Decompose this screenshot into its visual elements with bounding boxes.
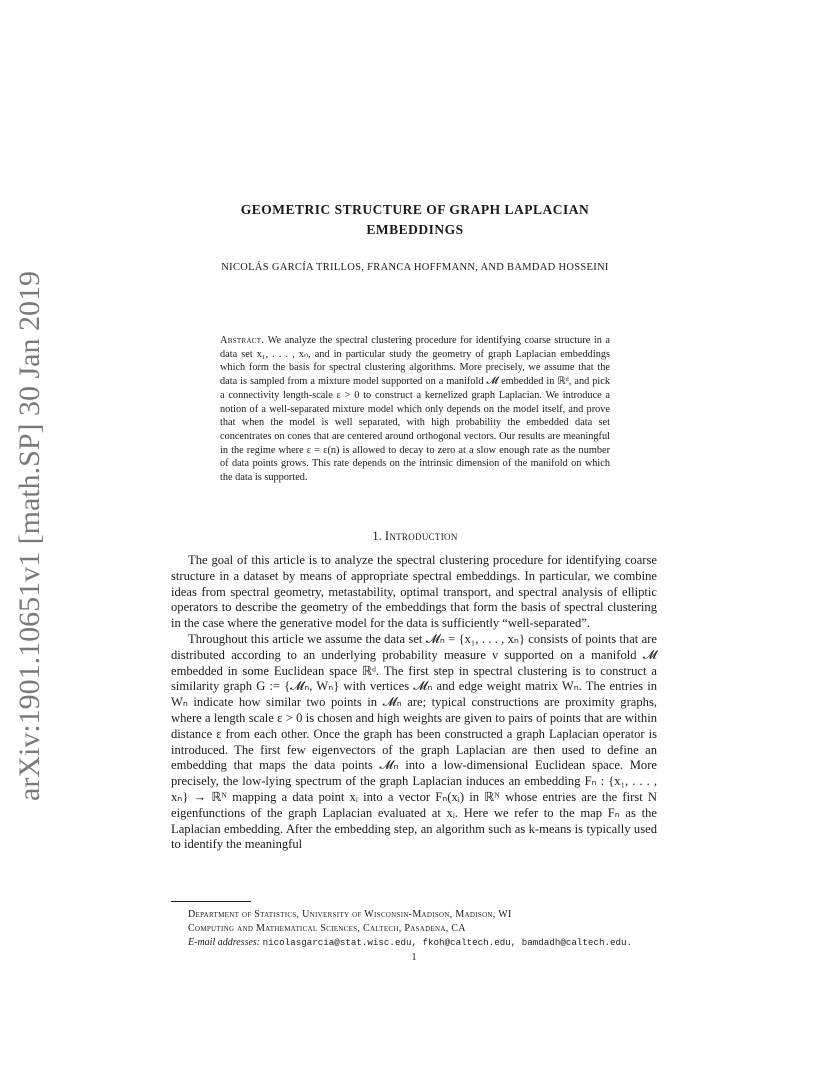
- section-number: 1.: [372, 529, 382, 543]
- affiliation-1: Department of Statistics, University of Wisconsin-Madison, Madison, WI: [188, 909, 512, 920]
- body-text: [171, 553, 657, 853]
- abstract-text: We analyze the spectral clustering procedure for identifying coarse structure in a data set x₁, . . . , xₙ, and in particular study the geometry of graph Laplacian embeddings which form the basis for spectral clustering algorithms. More precisely, we assume that the data is sampled from a mixture model supported on a manifold 𝓜 embedded in ℝᵈ, and pick a connectivity length-scale ε > 0 to construct a kernelized graph Laplacian. We introduce a notion of a well-separated mixture model which only depends on the model itself, and prove that when the model is well separated, with high probability the embedded data set concentrates on cones that are centered around orthogonal vectors. Our results are meaningful in the regime where ε = ε(n) is allowed to decay to zero at a slow enough rate as the number of data points grows. This rate depends on the intrinsic dimension of the manifold on which the data is supported.: [220, 335, 610, 484]
- footnotes: [188, 908, 688, 950]
- affiliation-2: Computing and Mathematical Sciences, Caltech, Pasadena, CA: [188, 923, 466, 934]
- email-line: [188, 936, 688, 950]
- title-line-2: EMBEDDINGS: [366, 222, 464, 237]
- title-line-1: GEOMETRIC STRUCTURE OF GRAPH LAPLACIAN: [240, 202, 590, 217]
- arxiv-identifier: arXiv:1901.10651v1 [math.SP] 30 Jan 2019: [13, 271, 46, 801]
- abstract: [220, 334, 610, 485]
- email-addresses: nicolasgarcia@stat.wisc.edu, fkoh@caltech.edu, bamdadh@caltech.edu.: [262, 937, 633, 948]
- page-number: 1: [411, 952, 417, 963]
- abstract-label: Abstract.: [220, 335, 265, 346]
- paragraph-1: The goal of this article is to analyze the spectral clustering procedure for identifying coarse structure in a dataset by means of appropriate spectral embeddings. In particular, we combine ideas from spectral geometry, metastability, optimal transport, and spectral analysis of elliptic operators to describe the geometry of the embeddings that form the basis of spectral clustering in the case where the generative model for the data is sufficiently “well-separated”.: [171, 553, 657, 631]
- paragraph-2: Throughout this article we assume the data set 𝓜ₙ = {x₁, . . . , xₙ} consists of points that are distributed according to an underlying probability measure ν supported on a manifold 𝓜 embedded in some Euclidean space ℝᵈ. The first step in spectral clustering is to construct a similarity graph G := {𝓜ₙ, Wₙ} with vertices 𝓜ₙ and edge weight matrix Wₙ. The entries in Wₙ indicate how similar two points in 𝓜ₙ are; typical constructions are proximity graphs, where a length scale ε > 0 is chosen and high weights are given to pairs of points that are within distance ε from each other. Once the graph has been constructed a graph Laplacian operator is introduced. The first few eigenvectors of the graph Laplacian are then used to define an embedding that maps the data points 𝓜ₙ into a low-dimensional Euclidean space. More precisely, the low-lying spectrum of the graph Laplacian induces an embedding Fₙ : {x₁, . . . , xₙ} → ℝᴺ mapping a data point xᵢ into a vector Fₙ(xᵢ) in ℝᴺ whose entries are the first N eigenfunctions of the graph Laplacian evaluated at xᵢ. Here we refer to the map Fₙ as the Laplacian embedding. After the embedding step, an algorithm such as k-means is typically used to identify the meaningful: [171, 631, 657, 852]
- author-list: NICOLÁS GARCÍA TRILLOS, FRANCA HOFFMANN, AND BAMDAD HOSSEINI: [221, 262, 609, 273]
- section-title: Introduction: [384, 529, 458, 543]
- paper-title: [170, 200, 660, 240]
- arxiv-sidebar-stamp: [0, 0, 60, 1072]
- footnote-rule: [171, 901, 251, 902]
- section-heading: [170, 529, 660, 544]
- email-label: E-mail addresses:: [188, 937, 261, 948]
